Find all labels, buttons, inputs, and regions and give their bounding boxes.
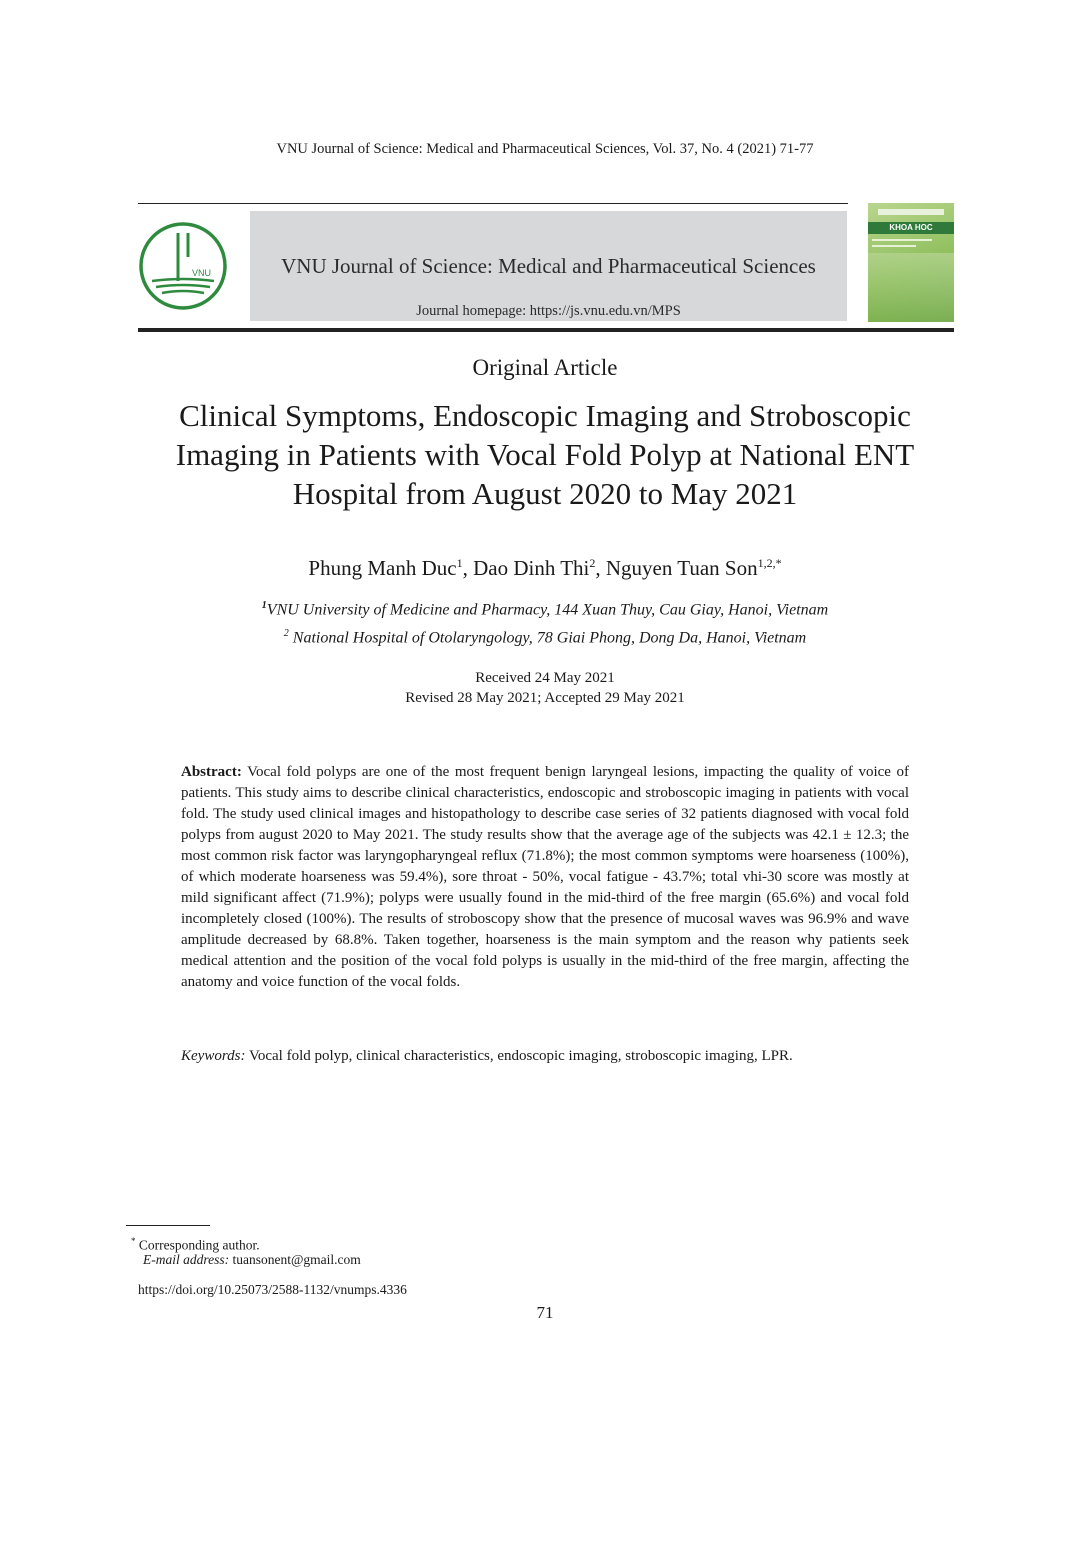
page-number: 71 [536, 1303, 554, 1322]
footnote-email: E-mail address: tuansonent@gmail.com [143, 1252, 361, 1267]
keywords-text: Vocal fold polyp, clinical characteristics, endoscopic imaging, stroboscopic imaging, LPR. [248, 1048, 793, 1064]
title-line: Hospital from August 2020 to May 2021 [292, 476, 798, 511]
title-line: Imaging in Patients with Vocal Fold Polyp at National ENT [175, 437, 915, 472]
vnu-logo [138, 219, 228, 313]
abstract [181, 762, 909, 993]
email-link[interactable]: tuansonent@gmail.com [232, 1252, 361, 1267]
author-list: Phung Manh Duc$^1$, Dao Dinh Thi$^2$, Nguyen Tuan Son$^{1,2,*}$ [308, 556, 782, 580]
abstract-label: Abstract: [181, 764, 242, 780]
journal-banner [250, 211, 847, 321]
journal-cover-thumbnail [868, 203, 954, 322]
author-affil-marker: 1 [456, 556, 463, 570]
author-name: Phung Manh Duc [308, 556, 457, 580]
article-dates [0, 668, 1090, 708]
received-date: Received 24 May 2021 [475, 670, 615, 686]
article-type: Original Article [472, 355, 618, 380]
banner-rule [138, 328, 954, 332]
footnote-corresponding: * Corresponding author. [131, 1236, 260, 1253]
author-affil-marker: 1,2,* [757, 556, 782, 570]
author-affil-marker: 2 [589, 556, 596, 570]
article-title [60, 396, 1030, 513]
author-name: Nguyen Tuan Son [605, 556, 758, 580]
revised-accepted-date: Revised 28 May 2021; Accepted 29 May 2021 [405, 690, 685, 706]
keywords [181, 1046, 909, 1067]
header-rule [138, 203, 848, 204]
logo-text: VNU [192, 268, 212, 278]
title-line: Clinical Symptoms, Endoscopic Imaging and Stroboscopic [179, 398, 911, 433]
keywords-label: Keywords: [181, 1048, 246, 1064]
running-head: VNU Journal of Science: Medical and Pharmaceutical Sciences, Vol. 37, No. 4 (2021) 71-77 [276, 141, 814, 157]
banner-journal-title: VNU Journal of Science: Medical and Pharmaceutical Sciences [281, 254, 816, 278]
footnote-rule [126, 1225, 210, 1226]
author-name: Dao Dinh Thi [473, 556, 590, 580]
abstract-text: Vocal fold polyps are one of the most frequent benign laryngeal lesions, impacting the quality of voice of patients. This study aims to describe clinical characteristics, endoscopic and stroboscopic imaging in patients with vocal fold. The study used clinical images and histopathology to describe case series of 32 patients diagnosed with vocal fold polyps from august 2020 to May 2021. The study results show that the average age of the subjects was 42.1 ± 12.3; the most common risk factor was laryngopharyngeal reflux (71.8%); the most common symptoms were hoarseness (100%), of which moderate hoarseness was 59.4%), sore throat - 50%, vocal fatigue - 43.7%; total vhi-30 score was mostly at mild significant affect (71.9%); polyps were usually found in the mid-third of the free margin (65.6%) and vocal fold incompletely closed (100%). The results of stroboscopy show that the presence of mucosal waves was 96.9% and wave amplitude decreased by 68.8%. Taken together, hoarseness is the main symptom and the reason why patients seek medical attention and the position of the vocal fold polyps is usually in the mid-third of the free margin, affecting the anatomy and voice function of the vocal folds. [181, 764, 909, 990]
affiliation-2: $^2$ National Hospital of Otolaryngology, 78 Giai Phong, Dong Da, Hanoi, Vietnam [283, 628, 807, 647]
banner-homepage[interactable]: Journal homepage: https://js.vnu.edu.vn/MPS [416, 303, 681, 319]
doi-link[interactable]: https://doi.org/10.25073/2588-1132/vnumps.4336 [138, 1282, 407, 1297]
cover-title: KHOA HOC [868, 222, 954, 234]
affiliation-1: $^1$VNU University of Medicine and Pharmacy, 144 Xuan Thuy, Cau Giay, Hanoi, Vietnam [261, 600, 829, 619]
